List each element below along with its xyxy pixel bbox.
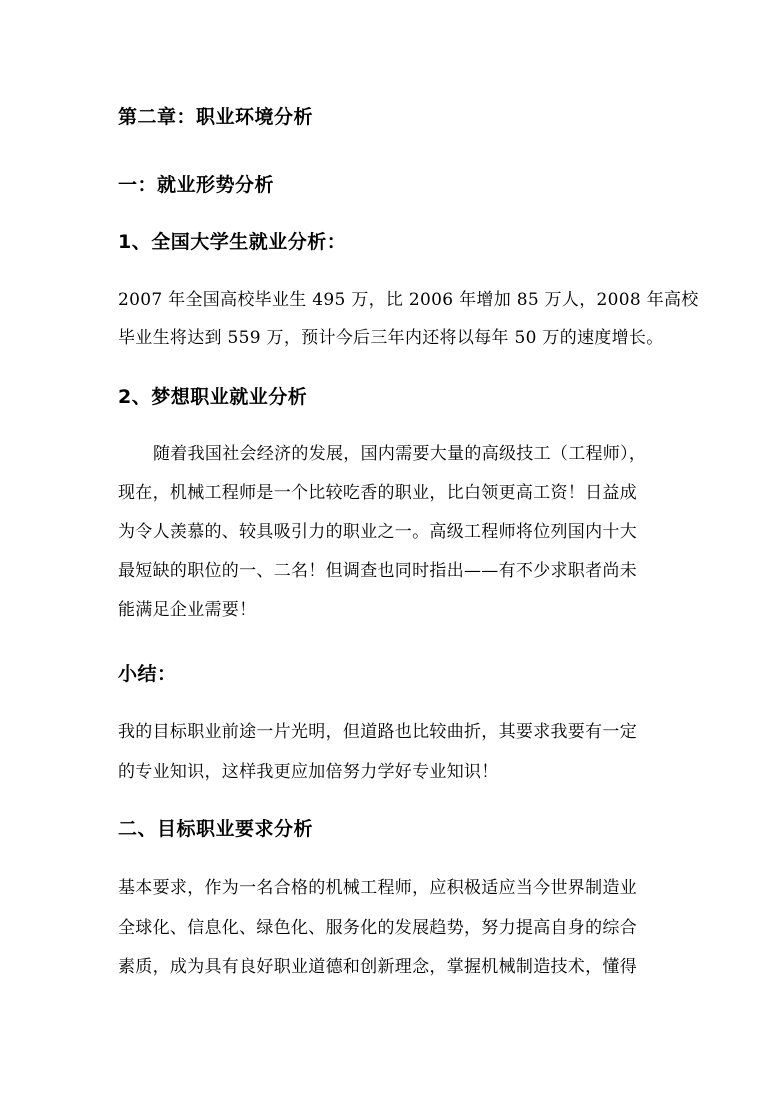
paragraph-line: 全球化、信息化、绿色化、服务化的发展趋势，努力提高自身的综合	[118, 918, 637, 938]
paragraph-line: 素质，成为具有良好职业道德和创新理念，掌握机械制造技术，懂得	[118, 957, 637, 977]
section-title-career-requirements: 二、目标职业要求分析	[118, 818, 314, 840]
subsection-title-national-graduates: 1、全国大学生就业分析：	[118, 231, 347, 253]
summary-title: 小结：	[118, 663, 177, 685]
paragraph-line: 随着我国社会经济的发展，国内需要大量的高级技工（工程师），	[153, 444, 647, 464]
paragraph-line: 能满足企业需要！	[118, 600, 257, 620]
paragraph-line: 基本要求，作为一名合格的机械工程师，应积极适应当今世界制造业	[118, 878, 637, 898]
paragraph-line: 为令人羡慕的、较具吸引力的职业之一。高级工程师将位列国内十大	[118, 522, 637, 542]
paragraph-line: 的专业知识，这样我更应加倍努力学好专业知识！	[118, 762, 499, 782]
subsection-title-dream-career: 2、梦想职业就业分析	[118, 386, 308, 408]
paragraph-line: 最短缺的职位的一、二名！但调查也同时指出——有不少求职者尚未	[118, 561, 637, 581]
paragraph-line: 2007 年全国高校毕业生 495 万，比 2006 年增加 85 万人，2008 年高校	[118, 290, 699, 310]
paragraph-line: 毕业生将达到 559 万，预计今后三年内还将以每年 50 万的速度增长。	[118, 328, 664, 348]
section-title-employment-situation: 一：就业形势分析	[118, 174, 275, 196]
paragraph-line: 我的目标职业前途一片光明，但道路也比较曲折，其要求我要有一定	[118, 722, 637, 742]
chapter-title: 第二章：职业环境分析	[118, 106, 314, 128]
paragraph-line: 现在，机械工程师是一个比较吃香的职业，比白领更高工资！日益成	[118, 483, 637, 503]
